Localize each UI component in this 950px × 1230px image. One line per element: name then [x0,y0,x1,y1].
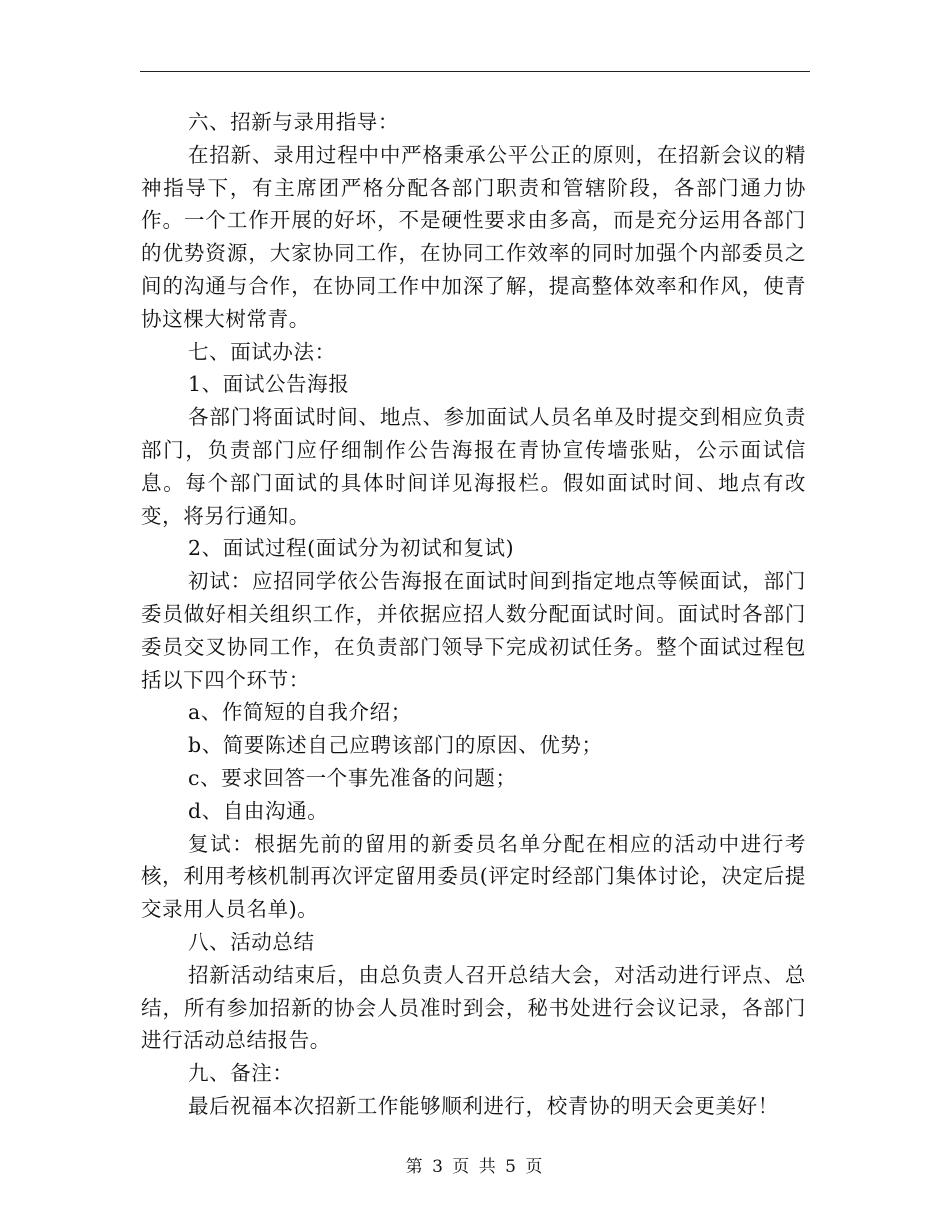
subsection-heading-2: 2、面试过程(面试分为初试和复试) [188,536,515,561]
paragraph: 各部门将面试时间、地点、参加面试人员名单及时提交到相应负责部门，负责部门应仔细制作公告海报在青协宣传墙张贴，公示面试信息。每个部门面试的具体时间详见海报栏。假如面试时间、地点有改变，将另行通知。 [141,405,806,528]
list-item: c、要求回答一个事先准备的问题； [188,765,517,790]
list-item: b、简要陈述自己应聘该部门的原因、优势； [188,733,603,758]
paragraph: 初试：应招同学依公告海报在面试时间到指定地点等候面试，部门委员做好相关组织工作，并依据应招人数分配面试时间。面试时各部门委员交叉协同工作，在负责部门领导下完成初试任务。整个面试过程包括以下四个环节： [141,569,806,692]
list-item: d、自由沟通。 [188,798,329,823]
list-item: a、作简短的自我介绍； [188,700,412,725]
paragraph: 最后祝福本次招新工作能够顺利进行，校青协的明天会更美好！ [188,1093,779,1118]
paragraph: 在招新、录用过程中中严格秉承公平公正的原则，在招新会议的精神指导下，有主席团严格分配各部门职责和管辖阶段，各部门通力协作。一个工作开展的好坏，不是硬性要求由多高，而是充分运用各部门的优势资源，大家协同工作，在协同工作效率的同时加强个内部委员之间的沟通与合作，在协同工作中加深了解，提高整体效率和作风，使青协这棵大树常青。 [141,142,806,331]
section-heading-9: 九、备注： [188,1061,294,1086]
document-body [141,106,806,1123]
page-number-footer: 第 3 页 共 5 页 [405,1157,545,1177]
paragraph: 招新活动结束后，由总负责人召开总结大会，对活动进行评点、总结，所有参加招新的协会人员准时到会，秘书处进行会议记录，各部门进行活动总结报告。 [141,962,806,1053]
section-heading-7: 七、面试办法： [188,339,336,364]
paragraph: 复试：根据先前的留用的新委员名单分配在相应的活动中进行考核，利用考核机制再次评定留用委员(评定时经部门集体讨论，决定后提交录用人员名单)。 [141,831,806,922]
section-heading-6: 六、招新与录用指导： [188,110,399,134]
header-rule [140,71,810,72]
section-heading-8: 八、活动总结 [188,929,315,954]
subsection-heading-1: 1、面试公告海报 [188,372,350,397]
